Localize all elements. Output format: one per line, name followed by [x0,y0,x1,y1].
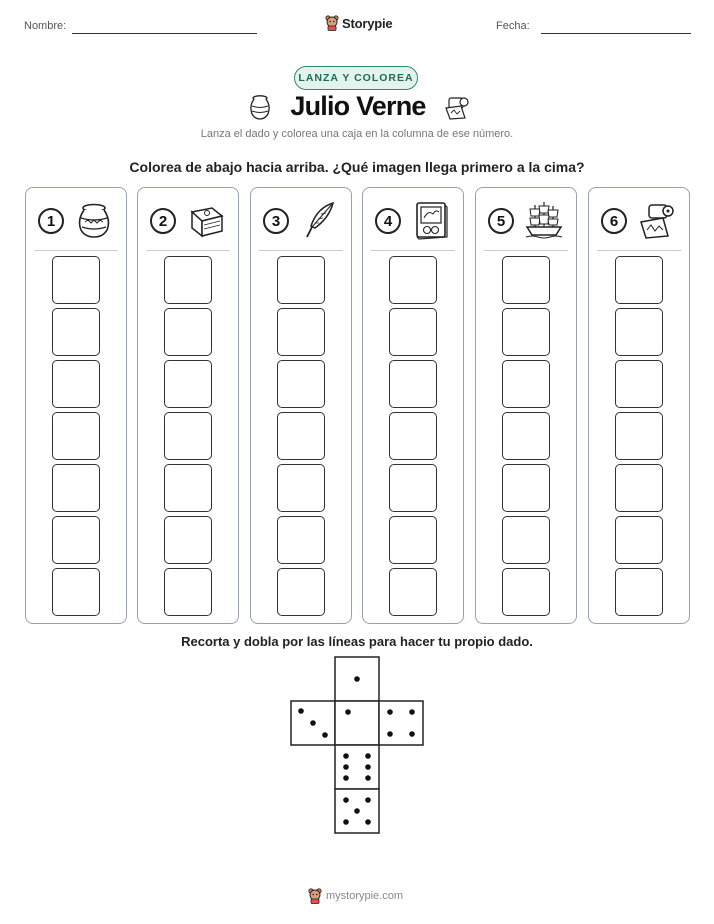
column-number: 3 [263,208,289,234]
bear-mascot-icon [325,15,339,31]
telegraph-machine-icon [637,200,677,240]
die-net [290,656,424,834]
color-box[interactable] [52,412,100,460]
telegraph-machine-icon [443,92,471,120]
color-box[interactable] [277,568,325,616]
color-box[interactable] [502,568,550,616]
column-2 [137,187,239,624]
bear-mascot-icon [308,888,322,904]
color-box[interactable] [277,412,325,460]
color-box[interactable] [389,412,437,460]
column-number: 1 [38,208,64,234]
clay-pot-icon [74,200,114,240]
column-6 [588,187,690,624]
color-box[interactable] [502,516,550,564]
color-box[interactable] [164,360,212,408]
color-box[interactable] [615,360,663,408]
color-box[interactable] [52,360,100,408]
color-box[interactable] [615,568,663,616]
color-box[interactable] [164,568,212,616]
subtitle: Lanza el dado y colorea una caja en la columna de ese número. [200,128,514,140]
color-box[interactable] [277,308,325,356]
brand-name: Storypie [342,15,393,31]
column-header [486,200,570,240]
color-box[interactable] [52,256,100,304]
color-box[interactable] [164,412,212,460]
color-box[interactable] [52,308,100,356]
date-field-line[interactable] [541,33,691,34]
color-box[interactable] [389,256,437,304]
column-header [373,200,457,240]
color-box[interactable] [615,256,663,304]
die-instruction: Recorta y dobla por las líneas para hacer tu propio dado. [181,634,533,649]
name-label: Nombre: [24,20,67,32]
column-4 [362,187,464,624]
framed-map-book-icon [411,200,451,240]
color-box[interactable] [389,360,437,408]
color-box[interactable] [615,464,663,512]
die-face-4 [379,701,423,745]
column-header [599,200,683,240]
sailing-ship-icon [524,200,564,240]
color-box[interactable] [164,308,212,356]
color-box[interactable] [389,464,437,512]
column-1 [25,187,127,624]
footer-site[interactable]: mystorypie.com [326,890,404,902]
column-header [36,200,120,240]
footer [308,886,408,906]
color-box[interactable] [164,256,212,304]
book-icon [186,200,226,240]
color-box[interactable] [502,256,550,304]
date-label: Fecha: [496,20,530,32]
page-title: Julio Verne [290,91,426,121]
color-box[interactable] [502,308,550,356]
color-box[interactable] [277,360,325,408]
column-number: 6 [601,208,627,234]
quill-feather-icon [299,200,339,240]
color-box[interactable] [277,464,325,512]
column-number: 2 [150,208,176,234]
column-divider [597,250,681,251]
color-box[interactable] [502,360,550,408]
color-box[interactable] [615,412,663,460]
color-box[interactable] [52,464,100,512]
color-box[interactable] [389,308,437,356]
color-box[interactable] [164,516,212,564]
color-box[interactable] [502,412,550,460]
column-number: 5 [488,208,514,234]
column-divider [146,250,230,251]
color-box[interactable] [502,464,550,512]
name-field-line[interactable] [72,33,257,34]
color-box[interactable] [164,464,212,512]
column-number: 4 [375,208,401,234]
instruction: Colorea de abajo hacia arriba. ¿Qué imagen llega primero a la cima? [129,159,585,175]
brand-logo [325,13,395,33]
die-face-6 [335,745,379,789]
color-box[interactable] [277,256,325,304]
color-box[interactable] [615,308,663,356]
color-box[interactable] [52,568,100,616]
color-box[interactable] [277,516,325,564]
color-box[interactable] [52,516,100,564]
column-divider [259,250,343,251]
color-box[interactable] [615,516,663,564]
activity-tag: LANZA Y COLOREA [294,66,418,90]
color-box[interactable] [389,516,437,564]
column-3 [250,187,352,624]
color-box[interactable] [389,568,437,616]
column-divider [34,250,118,251]
column-divider [484,250,568,251]
die-face-1-center [335,701,379,745]
column-5 [475,187,577,624]
column-header [261,200,345,240]
column-header [148,200,232,240]
column-divider [371,250,455,251]
clay-pot-icon [248,94,272,120]
